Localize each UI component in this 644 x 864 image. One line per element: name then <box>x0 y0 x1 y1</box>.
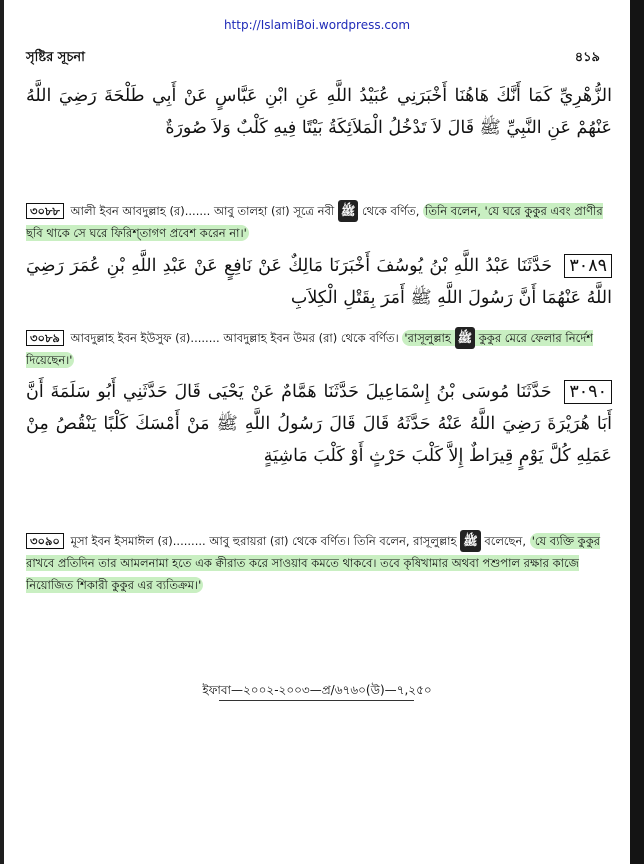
window-edge <box>630 0 644 864</box>
hadith-number: ৩০৯০ <box>26 533 64 549</box>
page-number: ৪১৯ <box>574 50 600 65</box>
narration-text: বলেছেন, <box>484 534 527 548</box>
hadith-3089-arabic <box>26 250 612 314</box>
footer-rule <box>219 700 414 701</box>
site-url[interactable]: http://IslamiBoi.wordpress.com <box>223 18 411 32</box>
hadith-number: ৩০৮৮ <box>26 203 64 219</box>
hadith-3088-bengali <box>26 200 614 244</box>
hadith-3090-arabic <box>26 376 612 472</box>
document-page <box>4 0 630 864</box>
narration-text: মূসা ইবন ইসমাঈল (র)......... আবু হুরায়রা (রা) থেকে বর্ণিত। তিনি বলেন, রাসূলুল্লাহ <box>70 534 457 548</box>
hadith-3090-bengali <box>26 530 614 596</box>
highlighted-text: 'যে ব্যক্তি কুকুর রাখবে প্রতিদিন তার আমলনামা হতে এক ক্বীরাত করে সাওয়াব কমতে থাকবে। তবে কৃষিখামার অথবা পশুপাল রক্ষার কাজে নিয়োজিত শিকারী কুকুর এর ব্যতিক্রম।' <box>26 534 601 592</box>
highlight-part: 'রাসূলুল্লাহ <box>404 331 451 345</box>
hadith-number: ৩০৮৯ <box>26 330 64 346</box>
salawat-icon: ﷺ <box>455 327 476 349</box>
salawat-icon: ﷺ <box>460 530 481 552</box>
arabic-hadith-number: ٣٠٨٩ <box>564 254 612 278</box>
narration-text: আলী ইবন আবদুল্লাহ (র)....... আবু তালহা (রা) সূত্রে নবী <box>70 204 335 218</box>
highlighted-text: তিনি বলেন, 'যে ঘরে কুকুর এবং প্রাণীর ছবি থাকে সে ঘরে ফিরিশ্‌তাগণ প্রবেশ করেন না।' <box>26 204 603 240</box>
chapter-title: সৃষ্টির সূচনা <box>26 50 85 65</box>
arabic-text: حَدَّثَنَا عَبْدُ اللَّهِ بْنُ يُوسُفَ أَخْبَرَنَا مَالِكٌ عَنْ نَافِعٍ عَنْ عَبْدِ اللَّهِ بْنِ عُمَرَ رَضِيَ اللَّهُ عَنْهُمَا أَنَّ رَسُولَ اللَّهِ ﷺ أَمَرَ بِقَتْلِ الْكِلاَبِ <box>26 256 612 308</box>
narration-text: থেকে বর্ণিত, <box>362 204 420 218</box>
hadith-3089-bengali <box>26 327 614 371</box>
hadith-3088-arabic: الزُّهْرِيِّ كَمَا أَنَّكَ هَاهُنَا أَخْبَرَنِي عُبَيْدُ اللَّهِ عَنِ ابْنِ عَبَّاسٍ عَنْ أَبِي طَلْحَةَ رَضِيَ اللَّهُ عَنْهُمْ عَنِ النَّبِيِّ ﷺ قَالَ لاَ تَدْخُلُ الْمَلاَئِكَةُ بَيْتًا فِيهِ كَلْبٌ وَلاَ صُورَةٌ <box>26 86 612 138</box>
footer-imprint: ইফাবা—২০০২-২০০৩—প্র/৬৭৬০(উ)—৭,২৫০ <box>202 683 432 697</box>
arabic-text: حَدَّثَنَا مُوسَى بْنُ إِسْمَاعِيلَ حَدَّثَنَا هَمَّامٌ عَنْ يَحْيَى قَالَ حَدَّثَنِي أَبُو سَلَمَةَ أَنَّ أَبَا هُرَيْرَةَ رَضِيَ اللَّهُ عَنْهُ حَدَّثَهُ قَالَ قَالَ رَسُولُ اللَّهِ ﷺ مَنْ أَمْسَكَ كَلْبًا يَنْقُصُ مِنْ عَمَلِهِ كُلَّ يَوْمٍ قِيرَاطٌ إِلاَّ كَلْبَ حَرْثٍ أَوْ كَلْبَ مَاشِيَةٍ <box>26 382 612 466</box>
arabic-hadith-number: ٣٠٩٠ <box>564 380 612 404</box>
highlight-part: কুকুর মেরে ফেলার নির্দেশ দিয়েছেন।' <box>26 331 594 367</box>
salawat-icon: ﷺ <box>338 200 359 222</box>
narration-text: আবদুল্লাহ ইবন ইউসুফ (র)........ আবদুল্লাহ ইবন উমর (রা) থেকে বর্ণিত। <box>70 331 399 345</box>
